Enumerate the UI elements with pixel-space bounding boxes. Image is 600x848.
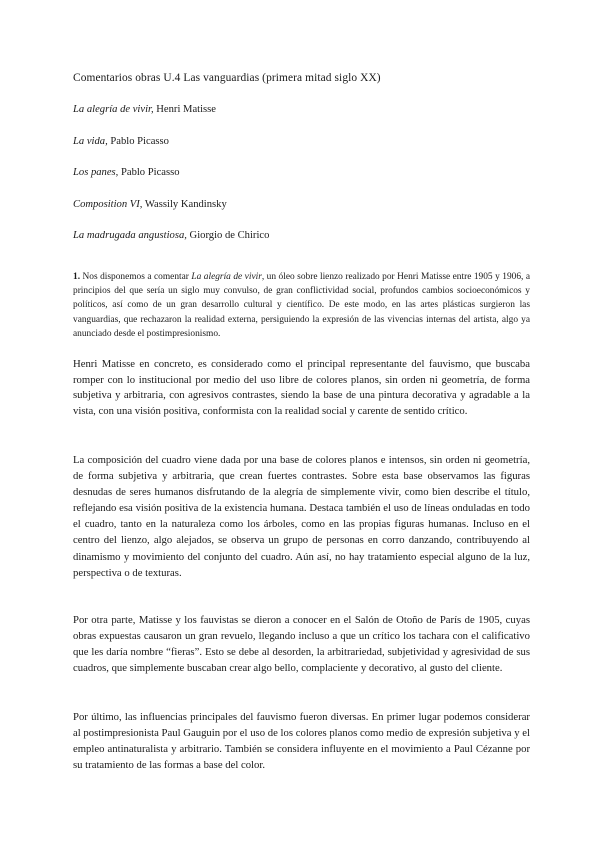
paragraph-salon: Por otra parte, Matisse y los fauvistas se dieron a conocer en el Salón de Otoño de París de 1905, cuyas obras expuestas causaron un gran revuelo, llegando incluso a que un crítico los tachara con el calificativo que les daría nombre “fieras”. Esto se debe al desorden, la arbitrariedad, subjetividad y agresividad de sus cuadros, que simplemente buscaban crear algo bello, complaciente y decorativo, al gusto del cliente. [73,614,530,675]
work-title: La alegría de vivir, [73,104,154,115]
section-number: 1. [73,272,81,282]
work-item [73,199,533,210]
work-author: Pablo Picasso [107,136,169,147]
work-title: La vida, [73,136,108,147]
work-title: Los panes, [73,167,119,178]
work-author: Henri Matisse [153,104,216,115]
paragraph-intro-lead: Nos disponemos a comentar [80,272,192,282]
paragraph-intro-rest: , un óleo sobre lienzo realizado por Henri Matisse entre 1905 y 1906, a principios del que sería un siglo muy convulso, de gran conflictividad social, profundos cambios socioeconómicos y políticos, así como de un gran desarrollo cultural y científico. De este modo, en las artes plásticas surgieron las vanguardias, que rechazaron la realidad externa, persiguiendo la expresión de las vivencias internas del artista, algo ya anunciado desde el postimpresionismo. [73,272,531,339]
paragraph-intro-work: La alegría de vivir [191,272,262,282]
work-item [73,104,533,115]
document-title: Comentarios obras U.4 Las vanguardias (primera mitad siglo XX) [73,72,381,84]
work-title: La madrugada angustiosa, [73,230,187,241]
paragraph-composition: La composición del cuadro viene dada por una base de colores planos e intensos, sin orden ni geometría, de forma subjetiva y arbitraria, que crean fuertes contrastes. Sobre esta base observamos las figuras desnudas de seres humanos disfrutando de la alegría de simplemente vivir, como bien describe el título, reflejando esa visión positiva de la existencia humana. Destaca también el uso de líneas onduladas en todo el cuadro, tanto en la naturaleza como los árboles, como en las propias figuras humanas. Incluso en el centro del lienzo, algo alejados, se observa un grupo de personas en corro danzando, contribuyendo al dinamismo y movimiento del conjunto del cuadro. Aún así, no hay tratamiento especial alguno de la luz, perspectiva o de texturas. [73,454,530,579]
paragraph-fauvism: Henri Matisse en concreto, es considerado como el principal representante del fauvismo, que buscaba romper con lo institucional por medio del uso libre de colores planos, sin orden ni geometría, de forma subjetiva y arbitraria, con agresivos contrastes, siendo la base de una pintura decorativa y agradable a la vista, con una visión positiva, conformista con la realidad social y carente de sentido crítico. [73,358,530,418]
work-item [73,167,533,178]
work-title: Composition VI, [73,199,143,210]
paragraph-influences: Por último, las influencias principales del fauvismo fueron diversas. En primer lugar podemos considerar al postimpresionista Paul Gauguin por el uso de los colores planos como medio de expresión subjetiva y el empleo antinaturalista y arbitrario. También se considera influyente en el movimiento a Paul Cézanne por su tratamiento de las formas a base del color. [73,711,530,772]
work-item [73,230,533,241]
work-author: Giorgio de Chirico [186,230,270,241]
work-item [73,136,533,147]
paragraph-intro [73,270,530,341]
work-author: Pablo Picasso [118,167,180,178]
work-author: Wassily Kandinsky [142,199,227,210]
